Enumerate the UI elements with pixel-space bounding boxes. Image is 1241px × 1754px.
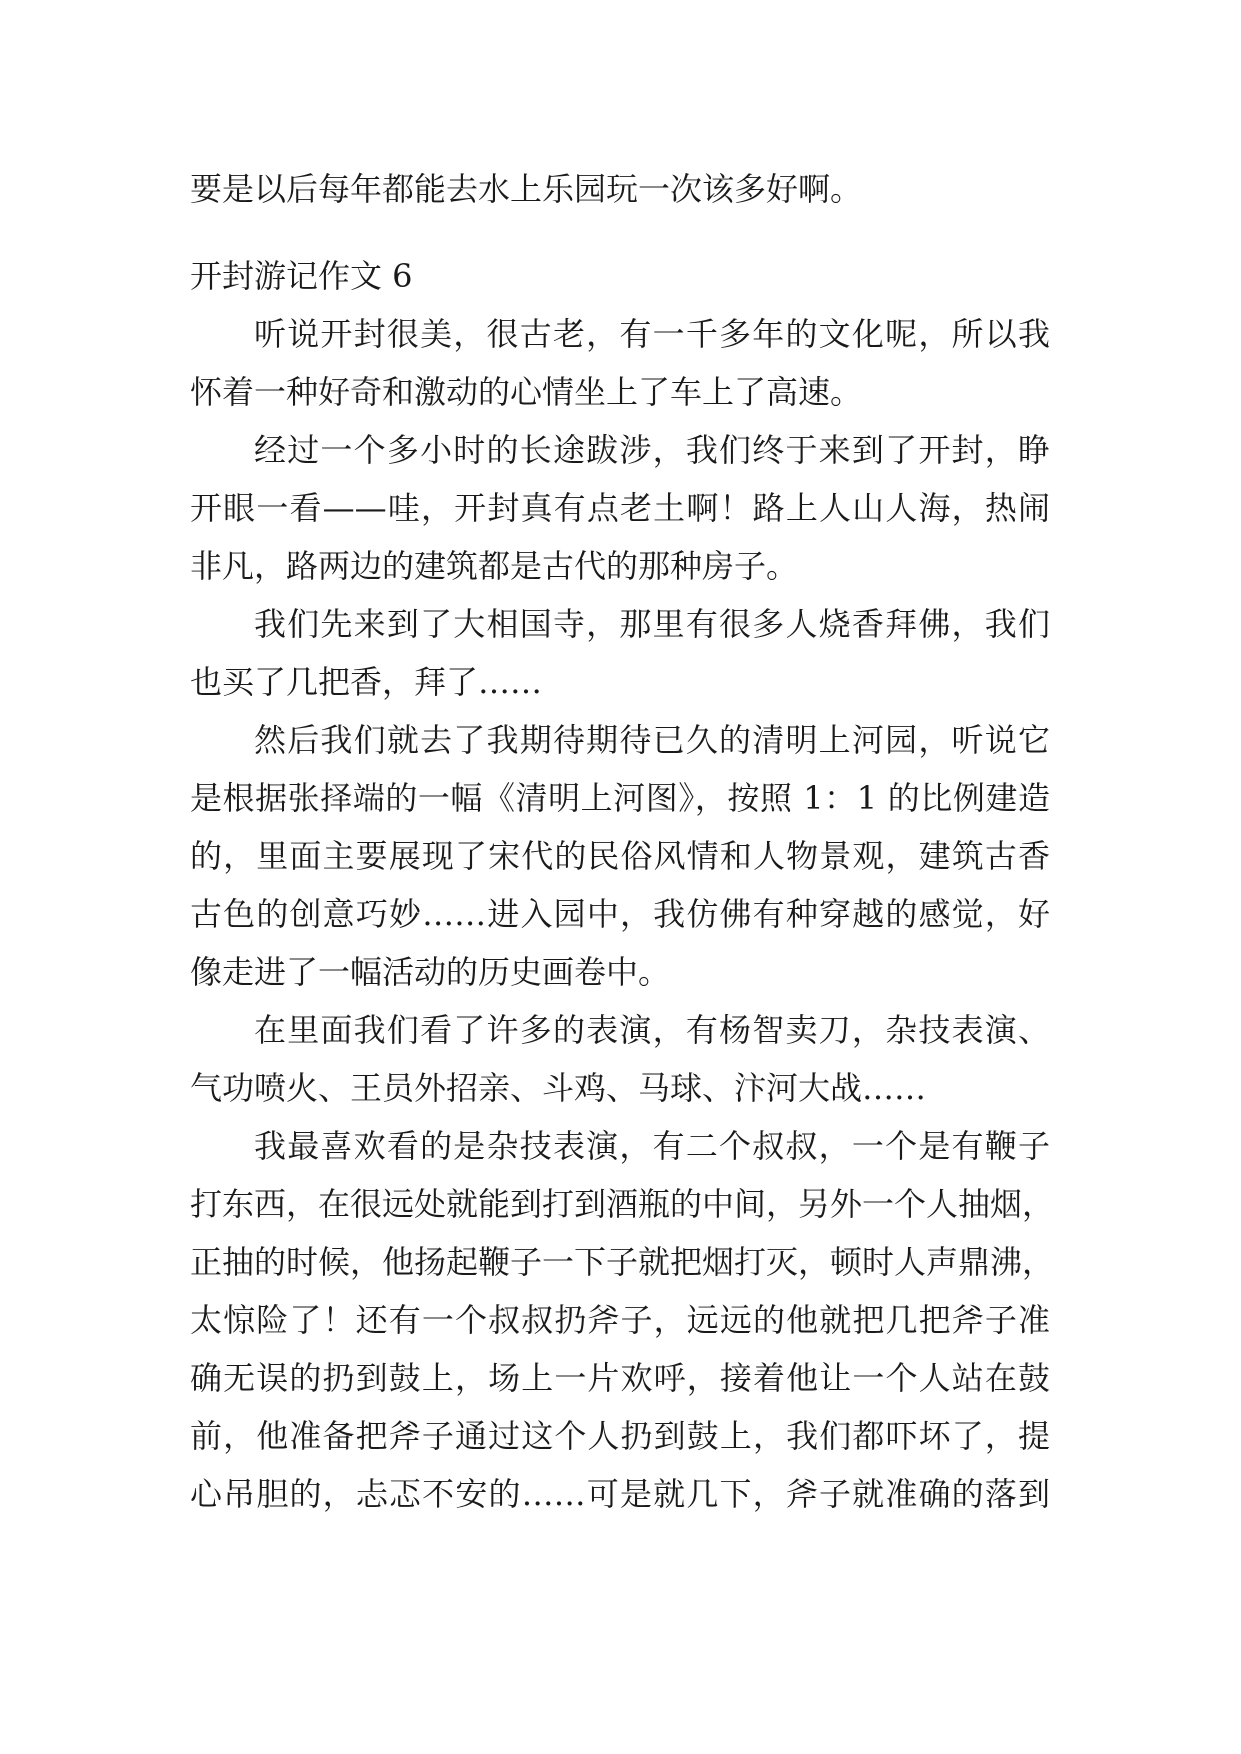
text-line: 开眼一看——哇，开封真有点老土啊！路上人山人海，热闹 bbox=[190, 489, 1050, 527]
document-body bbox=[190, 160, 1055, 1523]
text-line: 听说开封很美，很古老，有一千多年的文化呢，所以我 bbox=[254, 315, 1050, 353]
text-line: 在里面我们看了许多的表演，有杨智卖刀，杂技表演、 bbox=[254, 1011, 1050, 1049]
text-line: 要是以后每年都能去水上乐园玩一次该多好啊。 bbox=[190, 170, 863, 208]
text-line: 确无误的扔到鼓上，场上一片欢呼，接着他让一个人站在鼓 bbox=[190, 1359, 1050, 1397]
text-line: 像走进了一幅活动的历史画卷中。 bbox=[190, 953, 671, 991]
text-line: 我最喜欢看的是杂技表演，有二个叔叔，一个是有鞭子 bbox=[254, 1127, 1050, 1165]
text-line: 然后我们就去了我期待期待已久的清明上河园，听说它 bbox=[254, 721, 1050, 759]
text-line: 我们先来到了大相国寺，那里有很多人烧香拜佛，我们 bbox=[254, 605, 1050, 643]
text-line: 心吊胆的，忐忑不安的……可是就几下，斧子就准确的落到 bbox=[190, 1475, 1050, 1513]
text-line: 非凡，路两边的建筑都是古代的那种房子。 bbox=[190, 547, 799, 585]
text-line: 的，里面主要展现了宋代的民俗风情和人物景观，建筑古香 bbox=[190, 837, 1050, 875]
text-line: 打东西，在很远处就能到打到酒瓶的中间，另外一个人抽烟， bbox=[190, 1185, 1055, 1223]
text-line: 气功喷火、王员外招亲、斗鸡、马球、汴河大战…… bbox=[190, 1069, 927, 1107]
text-line: 也买了几把香，拜了…… bbox=[190, 663, 543, 701]
section-heading: 开封游记作文 6 bbox=[190, 257, 413, 295]
text-line: 前，他准备把斧子通过这个人扔到鼓上，我们都吓坏了，提 bbox=[190, 1417, 1050, 1455]
paragraph-gap bbox=[190, 218, 1050, 247]
text-line: 正抽的时候，他扬起鞭子一下子就把烟打灭，顿时人声鼎沸， bbox=[190, 1243, 1055, 1281]
text-line: 怀着一种好奇和激动的心情坐上了车上了高速。 bbox=[190, 373, 863, 411]
text-line: 太惊险了！还有一个叔叔扔斧子，远远的他就把几把斧子准 bbox=[190, 1301, 1050, 1339]
text-line: 经过一个多小时的长途跋涉，我们终于来到了开封，睁 bbox=[254, 431, 1050, 469]
text-line: 古色的创意巧妙……进入园中，我仿佛有种穿越的感觉，好 bbox=[190, 895, 1050, 933]
text-line: 是根据张择端的一幅《清明上河图》，按照 1：1 的比例建造 bbox=[190, 779, 1050, 817]
